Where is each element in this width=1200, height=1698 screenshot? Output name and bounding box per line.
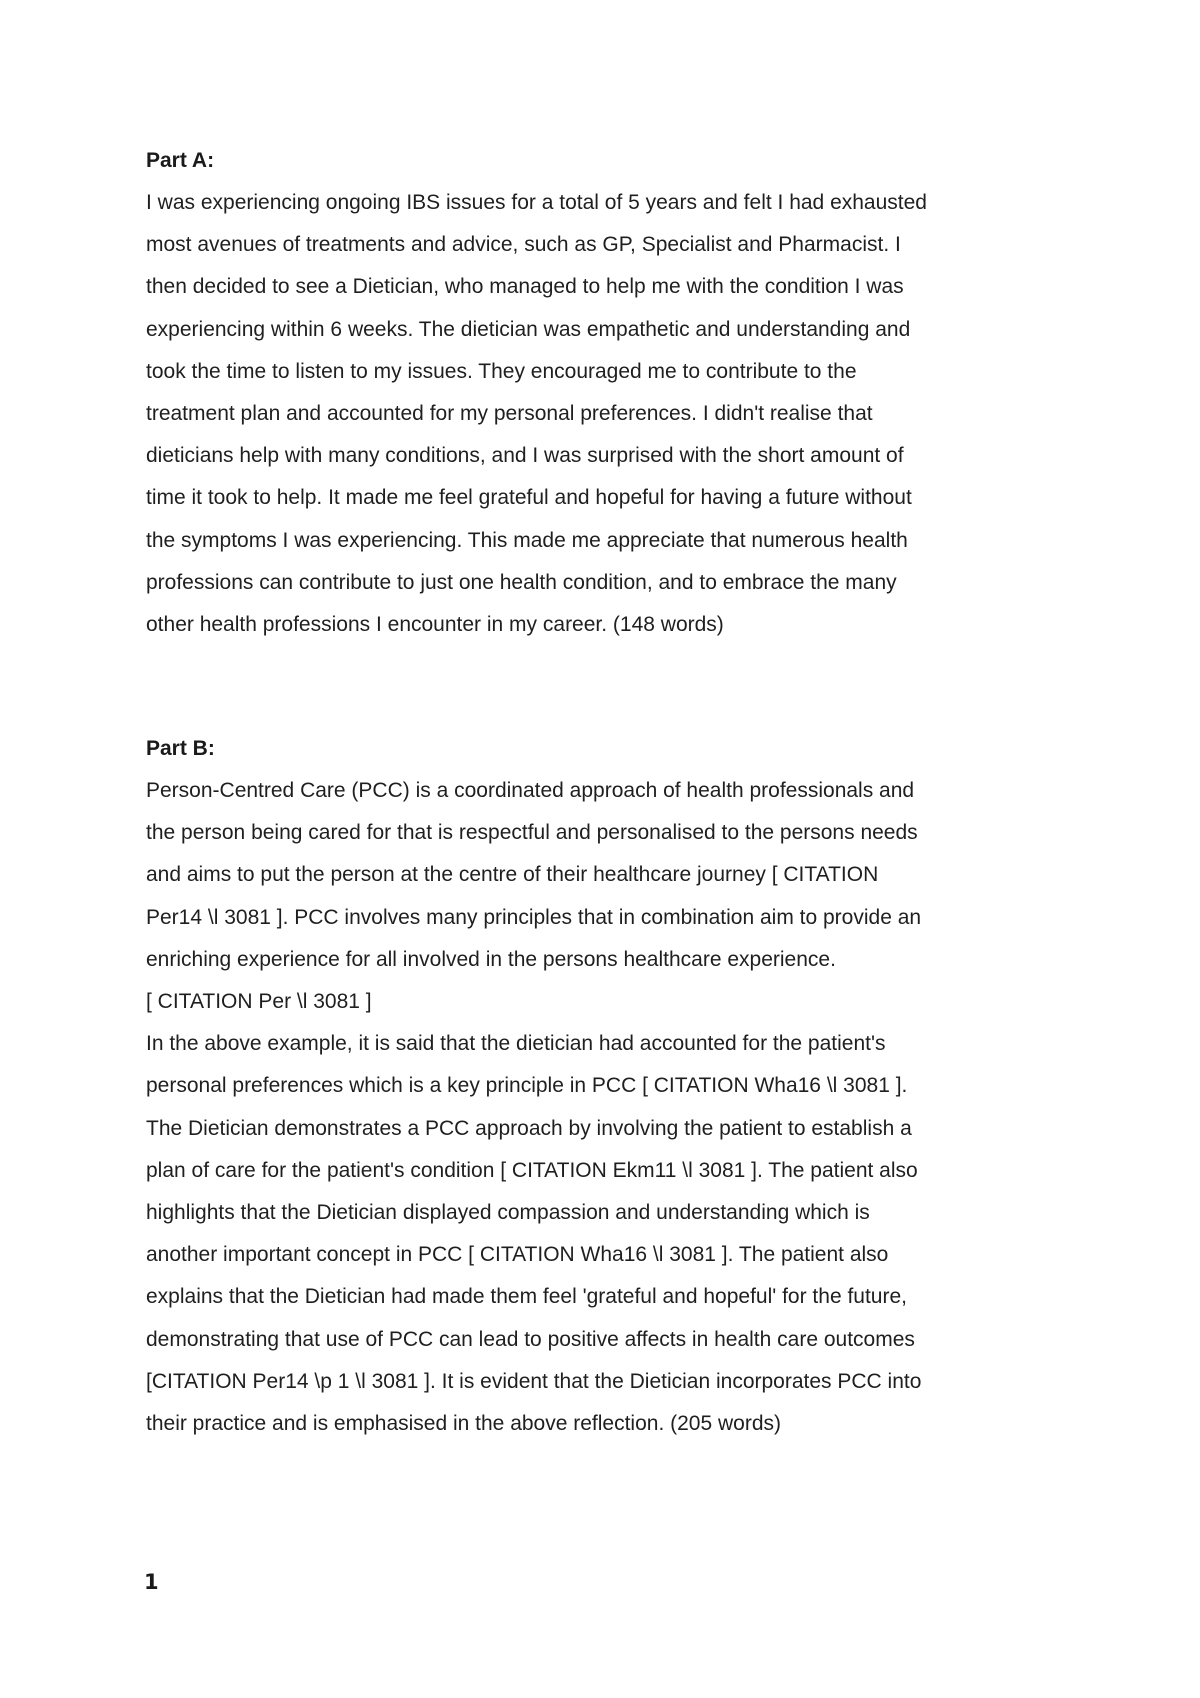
part-b-body	[146, 770, 1076, 1445]
part-a-line: dieticians help with many conditions, and I was surprised with the short amount of	[146, 444, 904, 468]
part-a-line: then decided to see a Dietician, who managed to help me with the condition I was	[146, 275, 904, 299]
part-a-line: I was experiencing ongoing IBS issues for a total of 5 years and felt I had exhausted	[146, 191, 927, 214]
part-b-line: The Dietician demonstrates a PCC approach by involving the patient to establish a	[146, 1116, 912, 1140]
part-b-line: and aims to put the person at the centre of their healthcare journey [ CITATION	[146, 863, 879, 887]
part-b-line: personal preferences which is a key principle in PCC [ CITATION Wha16 \l 3081 ].	[146, 1074, 908, 1098]
part-b-line: In the above example, it is said that the dietician had accounted for the patient's	[146, 1032, 886, 1056]
part-b-line: plan of care for the patient's condition [ CITATION Ekm11 \l 3081 ]. The patient also	[146, 1158, 918, 1182]
part-b-line: another important concept in PCC [ CITATION Wha16 \l 3081 ]. The patient also	[146, 1243, 889, 1267]
part-a-body	[146, 182, 1076, 646]
part-b-line: demonstrating that use of PCC can lead to positive affects in health care outcomes	[146, 1327, 915, 1351]
part-a-line: professions can contribute to just one health condition, and to embrace the many	[146, 570, 897, 594]
part-a-line: other health professions I encounter in my career. (148 words)	[146, 613, 724, 637]
part-b-line: highlights that the Dietician displayed compassion and understanding which is	[146, 1201, 870, 1225]
part-b-line: Per14 \l 3081 ]. PCC involves many principles that in combination aim to provide an	[146, 905, 922, 929]
part-b-line: the person being cared for that is respectful and personalised to the persons needs	[146, 821, 918, 845]
part-a-line: most avenues of treatments and advice, such as GP, Specialist and Pharmacist. I	[146, 233, 901, 257]
part-b-line: Person-Centred Care (PCC) is a coordinated approach of health professionals and	[146, 779, 915, 802]
part-a-section	[146, 140, 1076, 646]
part-b-line: enriching experience for all involved in the persons healthcare experience.	[146, 947, 836, 971]
part-b-line: [ CITATION Per \l 3081 ]	[146, 990, 372, 1014]
part-b-line: explains that the Dietician had made them feel 'grateful and hopeful' for the future,	[146, 1285, 907, 1309]
part-a-line: the symptoms I was experiencing. This made me appreciate that numerous health	[146, 528, 908, 552]
part-b-line: their practice and is emphasised in the above reflection. (205 words)	[146, 1412, 782, 1436]
part-b-section	[146, 728, 1076, 1445]
part-a-line: took the time to listen to my issues. They encouraged me to contribute to the	[146, 359, 857, 383]
part-a-heading: Part A:	[146, 149, 215, 172]
page-number: 1	[144, 1570, 159, 1594]
part-b-line: [CITATION Per14 \p 1 \l 3081 ]. It is evident that the Dietician incorporates PCC into	[146, 1369, 922, 1393]
part-a-line: experiencing within 6 weeks. The dietician was empathetic and understanding and	[146, 317, 911, 341]
part-a-line: time it took to help. It made me feel grateful and hopeful for having a future without	[146, 486, 912, 510]
part-b-heading: Part B:	[146, 737, 215, 760]
part-a-line: treatment plan and accounted for my personal preferences. I didn't realise that	[146, 402, 873, 426]
